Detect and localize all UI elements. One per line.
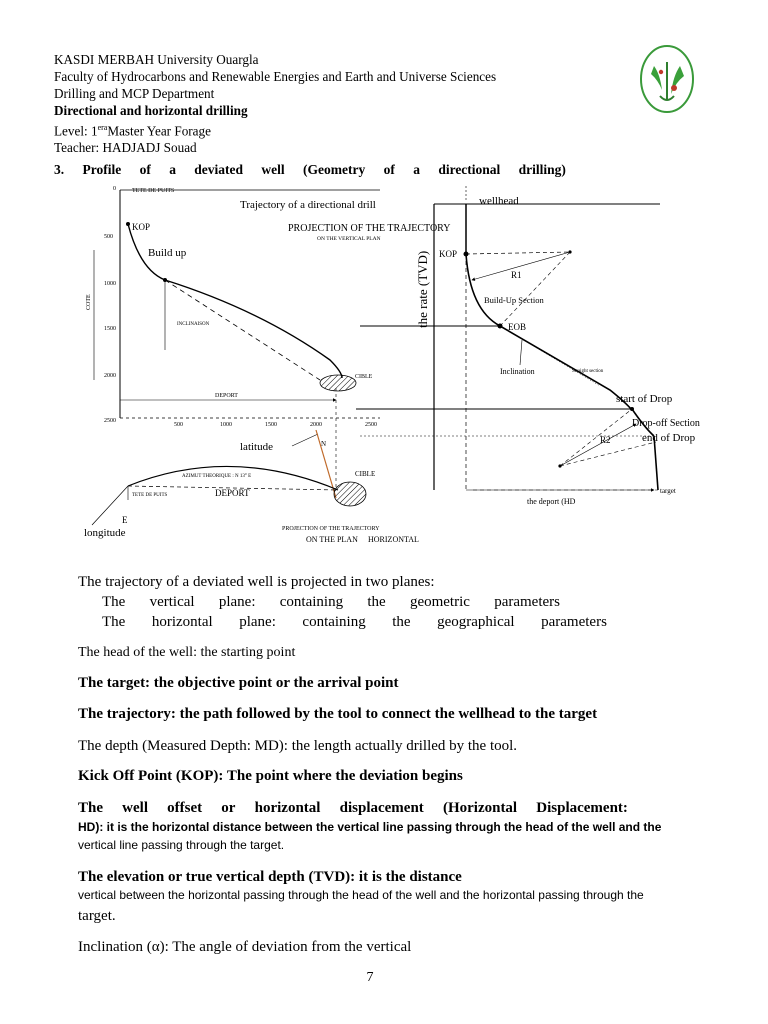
eob-label: EOB (508, 322, 526, 332)
paragraph-vertical-plane (102, 594, 560, 611)
word: horizontal (254, 800, 321, 816)
paragraph-head-of-well: The head of the well: the starting point (78, 645, 296, 660)
paragraph-hd-definition-cont: vertical line passing through the target. (78, 838, 285, 852)
word: The (102, 614, 126, 630)
figure-title: Trajectory of a directional drill (240, 199, 376, 211)
title-word: of (383, 162, 395, 177)
word: the (367, 594, 386, 610)
word: containing (279, 594, 344, 610)
title-word: (Geometry (303, 162, 366, 177)
y-tick-label: 1500 (104, 326, 116, 332)
level-superscript: era (97, 123, 108, 132)
word: Displacement: (536, 800, 628, 816)
kop-label-left: KOP (132, 222, 151, 232)
word: or (221, 800, 236, 816)
word: vertical (149, 594, 195, 610)
proj-horizontal-line-1: PROJECTION OF THE TRAJECTORY (282, 526, 380, 532)
title-word: deviated (194, 162, 244, 177)
x-tick-label: 2000 (310, 422, 322, 428)
straight-section-label: Straight section (572, 369, 604, 374)
x-tick-label: 1000 (220, 422, 232, 428)
proj-horizontal-line-3: HORIZONTAL (368, 535, 419, 544)
paragraph-planes: The trajectory of a deviated well is projected in two planes: (78, 574, 435, 590)
faculty-line: Faculty of Hydrocarbons and Renewable Energies and Earth and Universe Sciences (54, 69, 497, 84)
word: offset (167, 800, 203, 816)
r2-label: R2 (600, 435, 611, 445)
word: The (78, 800, 104, 816)
north-label: N (321, 440, 327, 448)
level-line (54, 119, 496, 139)
azimut-label: AZIMUT THEORIQUE : N 13° E (182, 474, 252, 479)
paragraph-trajectory: The trajectory: the path followed by the tool to connect the wellhead to the target (78, 706, 598, 722)
university-line: KASDI MERBAH University Ouargla (54, 52, 259, 67)
y-tick-label: 2500 (104, 418, 116, 424)
title-word: drilling) (518, 162, 566, 177)
word: parameters (494, 594, 560, 610)
level-prefix: Level: 1 (54, 123, 98, 139)
title-word: of (139, 162, 151, 177)
word: plane: (218, 594, 256, 610)
inclination-label: Inclination (500, 367, 535, 376)
word: The (102, 594, 126, 610)
section-title (54, 162, 566, 178)
title-word: directional (438, 162, 501, 177)
inclinaison-label: INCLINAISON (177, 322, 210, 327)
cible-bottom-label: CIBLE (355, 470, 376, 478)
right-profile-diagram (356, 186, 700, 506)
word: well (122, 800, 148, 816)
start-of-drop-label: start of Drop (616, 393, 673, 405)
paragraph-tvd-definition: vertical between the horizontal passing through the head of the well and the horizontal passing through the (78, 888, 644, 902)
page-number: 7 (366, 970, 374, 985)
end-of-drop-label: end of Drop (642, 432, 696, 444)
word: horizontal (151, 614, 213, 630)
title-word: well (261, 162, 285, 177)
paragraph-inclination: Inclination (α): The angle of deviation from the vertical (78, 939, 412, 955)
paragraph-kop: Kick Off Point (KOP): The point where the deviation begins (78, 768, 463, 784)
word: displacement (339, 800, 424, 816)
tvd-axis-label: the rate (TVD) (415, 250, 430, 328)
title-word: Profile (82, 162, 122, 177)
word: geographical (437, 614, 515, 630)
department-line: Drilling and MCP Department (54, 86, 215, 101)
document-header (54, 51, 496, 156)
y-tick-label: 500 (104, 234, 113, 240)
paragraph-target: The target: the objective point or the arrival point (78, 675, 399, 691)
build-up-section-label: Build-Up Section (484, 295, 544, 305)
word: the (392, 614, 411, 630)
drop-off-section-label: Drop-off Section (632, 418, 700, 429)
tete-de-puits-top-label: TETE DE PUITS (132, 188, 175, 194)
level-suffix: Master Year Forage (107, 123, 211, 139)
east-label: E (122, 515, 128, 525)
proj-horizontal-line-2: ON THE PLAN (306, 535, 358, 544)
word: geometric (409, 594, 470, 610)
proj-vertical-subtitle: ON THE VERTICAL PLAN (317, 236, 381, 242)
x-tick-label: 1500 (265, 422, 277, 428)
directional-well-figure (80, 180, 730, 550)
r1-label: R1 (511, 270, 522, 280)
paragraph-tvd-definition-end: target. (78, 908, 116, 924)
word: parameters (541, 614, 607, 630)
paragraph-offset-title (78, 800, 628, 817)
x-tick-label: 500 (174, 422, 183, 428)
kop-label-right: KOP (439, 249, 458, 259)
word: (Horizontal (442, 800, 518, 816)
university-logo-icon (640, 44, 694, 114)
proj-vertical-title: PROJECTION OF THE TRAJECTORY (288, 223, 451, 234)
x-tick-label: 2500 (365, 422, 377, 428)
deport-label: DEPORT (215, 393, 238, 399)
word: containing (302, 614, 366, 630)
wellhead-label: wellhead (479, 195, 519, 207)
left-horizontal-projection (84, 430, 419, 544)
y-tick-label: 1000 (104, 281, 116, 287)
paragraph-tvd-title: The elevation or true vertical depth (TVD): it is the distance (78, 869, 462, 885)
course-line: Directional and horizontal drilling (54, 103, 248, 118)
title-word: 3. (54, 162, 65, 177)
deport-bottom-label: DEPORT (215, 488, 250, 498)
longitude-label: longitude (84, 527, 126, 539)
latitude-label: latitude (240, 441, 273, 453)
word: plane: (239, 614, 276, 630)
paragraph-measured-depth: The depth (Measured Depth: MD): the length actually drilled by the tool. (78, 738, 518, 754)
deport-hd-label: the deport (HD (527, 497, 576, 506)
y-tick-label: 0 (113, 186, 116, 192)
paragraph-horizontal-plane (102, 614, 607, 631)
cible-top-label: CIBLE (355, 374, 373, 380)
teacher-line: Teacher: HADJADJ Souad (54, 140, 197, 156)
build-up-label: Build up (148, 247, 187, 259)
title-word: a (413, 162, 420, 177)
title-word: a (169, 162, 176, 177)
cote-axis-label: COTE (86, 294, 92, 310)
paragraph-hd-definition: HD): it is the horizontal distance between the vertical line passing through the head of the well and the (78, 820, 662, 834)
target-label: target (660, 487, 676, 495)
y-tick-label: 2000 (104, 373, 116, 379)
tete-de-puits-bottom-label: TETE DE PUITS (132, 493, 168, 498)
